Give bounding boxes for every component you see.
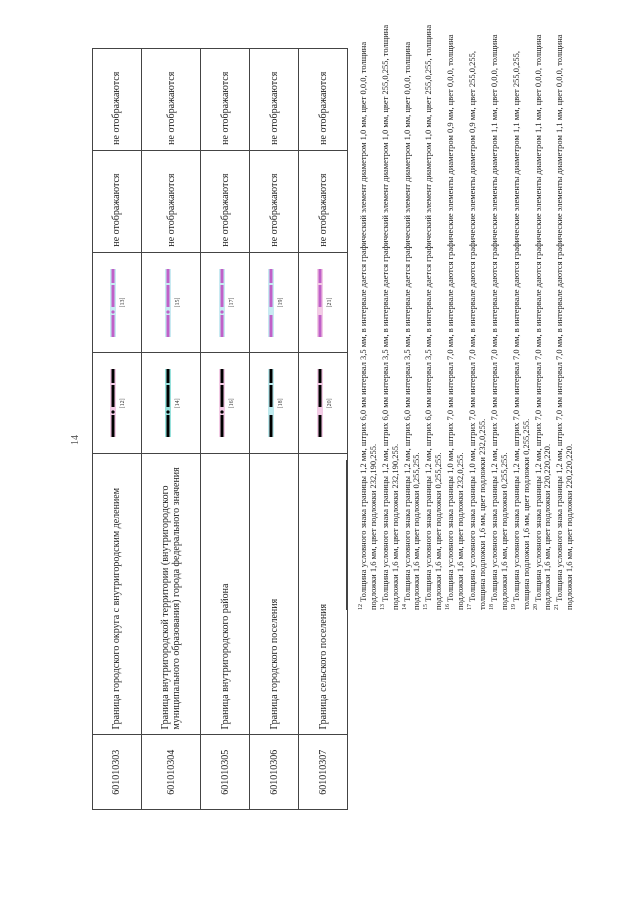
symbol-cell xyxy=(93,252,142,353)
footnote-reference: [12] xyxy=(120,398,127,409)
footnote xyxy=(378,20,400,610)
boundary-line-symbol xyxy=(216,363,228,443)
footnote-reference: [15] xyxy=(174,297,181,308)
object-code: 601010304 xyxy=(141,735,200,810)
footnote-number: 21 xyxy=(554,604,561,610)
not-displayed-label: не отображаются xyxy=(141,49,200,151)
not-displayed-label: не отображаются xyxy=(201,150,250,252)
footnote-text: Толщина условного знака границы 1,2 мм, штрих 7,0 мм интервал 7,0 мм, в интервале даются графические элементы диаметром 1,1 мм, цвет 0,0,0, толщина подложки 1,6 мм, цвет подложки 0,255,255. xyxy=(488,34,509,610)
table-row xyxy=(201,49,250,810)
object-code: 601010303 xyxy=(93,735,142,810)
footnote-reference: [20] xyxy=(326,398,333,409)
footnote xyxy=(552,20,574,610)
legend-table-body xyxy=(93,49,348,810)
legend-table xyxy=(92,48,348,810)
footnote-number: 20 xyxy=(532,604,539,610)
footnote-separator xyxy=(346,460,347,610)
object-code: 601010307 xyxy=(299,735,348,810)
footnote-text: Толщина условного знака границы 1,2 мм, штрих 6,0 мм интервал 3,5 мм, в интервале дается графический элемент диаметром 1,0 мм, цвет 0,0,0, толщина подложки 1,6 мм, цвет подложки 232,190,255. xyxy=(357,41,378,610)
footnote-number: 16 xyxy=(445,604,452,610)
footnote xyxy=(356,20,378,610)
footnote xyxy=(487,20,509,610)
table-row xyxy=(299,49,348,810)
symbol-cell xyxy=(250,252,299,353)
not-displayed-label: не отображаются xyxy=(201,49,250,151)
footnote-text: Толщина условного знака границы 1,2 мм, штрих 6,0 мм интервал 3,5 мм, в интервале дается графический элемент диаметром 1,0 мм, цвет 0,0,0, толщина подложки 1,6 мм, цвет подложки 0,255,255. xyxy=(401,41,422,610)
boundary-line-symbol xyxy=(314,263,326,343)
footnote xyxy=(421,20,443,610)
footnote-reference: [17] xyxy=(228,297,235,308)
not-displayed-label: не отображаются xyxy=(93,49,142,151)
footnote-text: Толщина условного знака границы 1,0 мм, штрих 7,0 мм интервал 7,0 мм, в интервале даются графические элементы диаметром 0,9 мм, цвет 0,0,0, толщина подложки 1,6 мм, цвет подложки 232,0,255. xyxy=(445,34,466,610)
object-name: Граница городского округа с внутригородским делением xyxy=(93,454,142,735)
object-name: Граница внутригородской территории (внутригородского муниципального образования) города федерального значения xyxy=(141,454,200,735)
object-name: Граница внутригородского района xyxy=(201,454,250,735)
footnote-text: Толщина условного знака границы 1,2 мм, штрих 7,0 мм интервал 7,0 мм, в интервале даются графические элементы диаметром 1,1 мм, цвет 0,0,0, толщина подложки 1,6 мм, цвет подложки 220,220,220. xyxy=(554,34,575,610)
footnote-reference: [19] xyxy=(277,297,284,308)
page-number: 14 xyxy=(70,435,81,445)
boundary-line-symbol xyxy=(265,263,277,343)
footnote-number: 18 xyxy=(488,604,495,610)
symbol-cell xyxy=(299,353,348,454)
footnote-text: Толщина условного знака границы 1,2 мм, штрих 6,0 мм интервал 3,5 мм, в интервале дается графический элемент диаметром 1,0 мм, цвет 255,0,255, толщина подложки 1,6 мм, цвет подложки 0,255,255. xyxy=(423,24,444,610)
footnote xyxy=(531,20,553,610)
footnote-number: 17 xyxy=(467,604,474,610)
boundary-line-symbol xyxy=(162,263,174,343)
object-code: 601010305 xyxy=(201,735,250,810)
footnote-reference: [18] xyxy=(277,398,284,409)
footnote-reference: [13] xyxy=(120,297,127,308)
not-displayed-label: не отображаются xyxy=(93,150,142,252)
boundary-line-symbol xyxy=(107,363,119,443)
boundary-line-symbol xyxy=(162,363,174,443)
footnote-number: 19 xyxy=(510,604,517,610)
not-displayed-label: не отображаются xyxy=(299,150,348,252)
footnote-number: 15 xyxy=(423,604,430,610)
footnote-number: 13 xyxy=(379,604,386,610)
boundary-line-symbol xyxy=(107,263,119,343)
footnote-reference: [16] xyxy=(228,398,235,409)
symbol-cell xyxy=(141,252,200,353)
object-name: Граница сельского поселения xyxy=(299,454,348,735)
symbol-cell xyxy=(250,353,299,454)
symbol-cell xyxy=(201,252,250,353)
not-displayed-label: не отображаются xyxy=(250,49,299,151)
not-displayed-label: не отображаются xyxy=(141,150,200,252)
symbol-cell xyxy=(299,252,348,353)
footnote-reference: [14] xyxy=(174,398,181,409)
not-displayed-label: не отображаются xyxy=(250,150,299,252)
boundary-line-symbol xyxy=(265,363,277,443)
table-row xyxy=(141,49,200,810)
symbol-cell xyxy=(93,353,142,454)
object-code: 601010306 xyxy=(250,735,299,810)
object-name: Граница городского поселения xyxy=(250,454,299,735)
footnote xyxy=(509,20,531,610)
boundary-line-symbol xyxy=(216,263,228,343)
footnote xyxy=(465,20,487,610)
footnote-text: Толщина условного знака границы 1,2 мм, штрих 7,0 мм интервал 7,0 мм, в интервале даются графические элементы диаметром 1,1 мм, цвет 0,0,0, толщина подложки 1,6 мм, цвет подложки 220,220,220. xyxy=(532,34,553,610)
footnote-reference: [21] xyxy=(326,297,333,308)
footnote-number: 14 xyxy=(401,604,408,610)
footnote xyxy=(443,20,465,610)
not-displayed-label: не отображаются xyxy=(299,49,348,151)
footnote-text: Толщина условного знака границы 1,2 мм, штрих 6,0 мм интервал 3,5 мм, в интервале дается графический элемент диаметром 1,0 мм, цвет 255,0,255, толщина подложки 1,6 мм, цвет подложки 232,190,255. xyxy=(379,24,400,610)
symbol-cell xyxy=(201,353,250,454)
footnotes xyxy=(356,20,574,610)
table-row xyxy=(93,49,142,810)
boundary-line-symbol xyxy=(314,363,326,443)
footnote-text: Толщина условного знака границы 1,2 мм, штрих 7,0 мм интервал 7,0 мм, в интервале даются графические элементы диаметром 1,1 мм, цвет 255,0,255, толщина подложки 1,6 мм, цвет подложки 0,255,255. xyxy=(510,50,531,610)
table-row xyxy=(250,49,299,810)
symbol-cell xyxy=(141,353,200,454)
footnote xyxy=(400,20,422,610)
footnote-number: 12 xyxy=(358,604,364,610)
footnote-text: Толщина условного знака границы 1,0 мм, штрих 7,0 мм интервал 7,0 мм, в интервале даются графические элементы диаметром 0,9 мм, цвет 255,0,255, толщина подложки 1,6 мм, цвет подложки 232,0,255. xyxy=(466,50,487,610)
